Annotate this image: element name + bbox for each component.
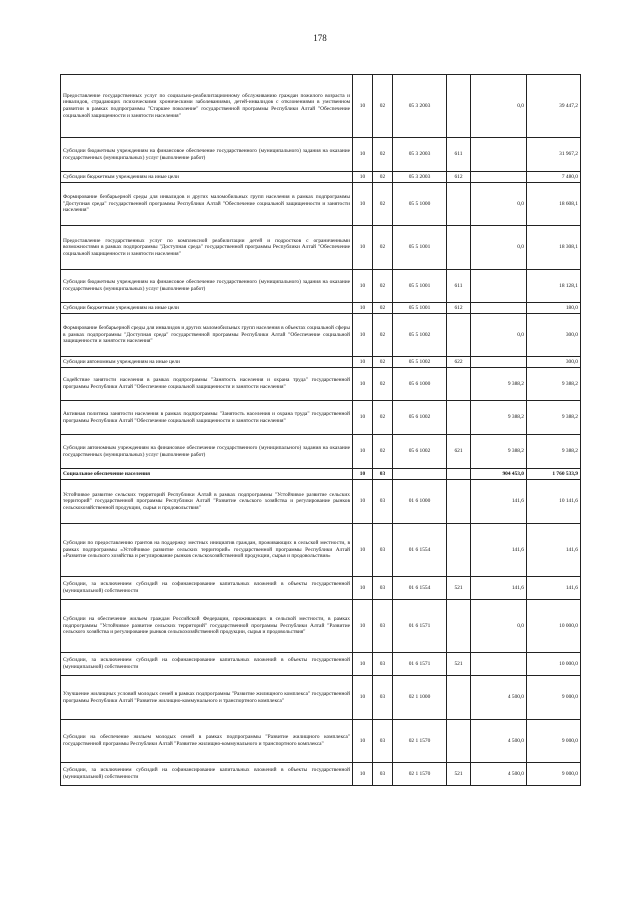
table-row xyxy=(61,226,581,270)
target-article-cell: 05 5 1001 xyxy=(393,303,447,314)
target-article-cell: 05 6 1002 xyxy=(393,401,447,435)
subsection-code-cell: 02 xyxy=(373,368,393,401)
target-article-cell xyxy=(393,469,447,480)
target-article-cell: 01 6 1571 xyxy=(393,600,447,653)
section-code-cell: 10 xyxy=(353,480,373,524)
amount-first-cell: 4 500,0 xyxy=(471,720,527,763)
description-cell: Субсидии, за исключением субсидий на софинансирование капитальных вложений в объекты государственной (муниципальной) собственности xyxy=(61,763,353,786)
section-code-cell: 10 xyxy=(353,183,373,226)
section-code-cell: 10 xyxy=(353,75,373,138)
amount-first-cell: 0,0 xyxy=(471,75,527,138)
amount-first-cell xyxy=(471,270,527,303)
subsection-code-cell: 02 xyxy=(373,270,393,303)
expense-type-cell xyxy=(447,314,471,357)
expense-type-cell: 611 xyxy=(447,270,471,303)
expense-type-cell: 521 xyxy=(447,653,471,676)
amount-first-cell: 4 500,0 xyxy=(471,676,527,720)
amount-first-cell xyxy=(471,172,527,183)
amount-second-cell: 300,0 xyxy=(527,357,581,368)
expense-type-cell xyxy=(447,183,471,226)
section-code-cell: 10 xyxy=(353,469,373,480)
expense-type-cell xyxy=(447,226,471,270)
amount-first-cell: 4 500,0 xyxy=(471,763,527,786)
amount-first-cell: 904 453,0 xyxy=(471,469,527,480)
amount-second-cell: 10 000,0 xyxy=(527,600,581,653)
description-cell: Субсидии бюджетным учреждениям на иные цели xyxy=(61,303,353,314)
section-code-cell: 10 xyxy=(353,653,373,676)
amount-first-cell: 9 388,2 xyxy=(471,435,527,469)
amount-first-cell: 0,0 xyxy=(471,183,527,226)
target-article-cell: 02 1 1570 xyxy=(393,763,447,786)
expense-type-cell: 521 xyxy=(447,763,471,786)
target-article-cell: 05 5 1000 xyxy=(393,183,447,226)
amount-second-cell: 9 000,0 xyxy=(527,676,581,720)
description-cell: Субсидии бюджетным учреждениям на иные цели xyxy=(61,172,353,183)
table-row xyxy=(61,763,581,786)
amount-second-cell: 1 760 533,9 xyxy=(527,469,581,480)
table-row xyxy=(61,480,581,524)
table-row xyxy=(61,303,581,314)
description-cell: Субсидии на обеспечение жильем граждан Российской Федерации, проживающих в сельской местности, в рамках подпрограммы "Устойчивое развитие сельских территорий" государственной программы Республики Алтай "Развитие сельского хозяйства и регулирование рынков сельскохозяйственной продукции, сырья и продовольствия" xyxy=(61,600,353,653)
description-cell: Социальное обеспечение населения xyxy=(61,469,353,480)
amount-first-cell: 141,6 xyxy=(471,480,527,524)
description-cell: Субсидии автономным учреждениям на финансовое обеспечение государственного (муниципального) задания на оказание государственных (муниципальных) услуг (выполнение работ) xyxy=(61,435,353,469)
amount-first-cell xyxy=(471,138,527,172)
description-cell: Предоставление государственных услуг по социально-реабилитационному обслуживанию граждан пожилого возраста и инвалидов, страдающих психическими хроническими заболеваниями, детей-инвалидов с отклонениями в умственном развитии в рамках подпрограммы "Старшее поколение" государственной программы Республики Алтай "Обеспечение социальной защищенности и занятости населения" xyxy=(61,75,353,138)
amount-second-cell: 141,6 xyxy=(527,524,581,577)
subsection-code-cell: 02 xyxy=(373,401,393,435)
subsection-code-cell: 03 xyxy=(373,600,393,653)
amount-first-cell xyxy=(471,303,527,314)
section-code-cell: 10 xyxy=(353,763,373,786)
table-row xyxy=(61,676,581,720)
subsection-code-cell: 03 xyxy=(373,469,393,480)
subsection-code-cell: 02 xyxy=(373,183,393,226)
amount-second-cell: 18 308,1 xyxy=(527,226,581,270)
target-article-cell: 02 1 1000 xyxy=(393,676,447,720)
target-article-cell: 05 5 1002 xyxy=(393,314,447,357)
subsection-code-cell: 02 xyxy=(373,357,393,368)
description-cell: Субсидии автономным учреждениям на иные цели xyxy=(61,357,353,368)
expense-type-cell xyxy=(447,524,471,577)
target-article-cell: 05 5 1001 xyxy=(393,226,447,270)
table-row xyxy=(61,600,581,653)
amount-first-cell xyxy=(471,653,527,676)
subsection-code-cell: 02 xyxy=(373,172,393,183)
description-cell: Субсидии на обеспечение жильем молодых семей в рамках подпрограммы "Развитие жилищного комплекса" государственной программы Республики Алтай "Развитие жилищно-коммунального и транспортного комплекса" xyxy=(61,720,353,763)
amount-second-cell: 9 000,0 xyxy=(527,763,581,786)
target-article-cell: 01 6 1554 xyxy=(393,577,447,600)
amount-second-cell: 10 000,0 xyxy=(527,653,581,676)
table-row xyxy=(61,720,581,763)
amount-second-cell: 9 388,2 xyxy=(527,435,581,469)
amount-second-cell: 9 388,2 xyxy=(527,368,581,401)
amount-second-cell: 10 141,6 xyxy=(527,480,581,524)
amount-second-cell: 31 967,2 xyxy=(527,138,581,172)
amount-first-cell: 9 388,2 xyxy=(471,401,527,435)
description-cell: Улучшение жилищных условий молодых семей в рамках подпрограммы "Развитие жилищного комплекса" государственной программы Республики Алтай "Развитие жилищно-коммунального и транспортного комплекса" xyxy=(61,676,353,720)
expense-type-cell xyxy=(447,600,471,653)
table-row xyxy=(61,183,581,226)
amount-first-cell xyxy=(471,357,527,368)
description-cell: Формирование безбарьерной среды для инвалидов и других маломобильных групп населения в объектах социальной сферы в рамках подпрограммы "Доступная среда" государственной программы Республики Алтай "Обеспечение социальной защищенности и занятости населения" xyxy=(61,314,353,357)
expense-type-cell: 521 xyxy=(447,577,471,600)
expense-type-cell xyxy=(447,676,471,720)
section-code-cell: 10 xyxy=(353,435,373,469)
table-row xyxy=(61,435,581,469)
amount-second-cell: 7 480,0 xyxy=(527,172,581,183)
section-code-cell: 10 xyxy=(353,303,373,314)
subsection-code-cell: 03 xyxy=(373,676,393,720)
expense-type-cell xyxy=(447,469,471,480)
amount-second-cell: 180,0 xyxy=(527,303,581,314)
description-cell: Субсидии, за исключением субсидий на софинансирование капитальных вложений в объекты государственной (муниципальной) собственности xyxy=(61,577,353,600)
table-row xyxy=(61,524,581,577)
target-article-cell: 01 6 1571 xyxy=(393,653,447,676)
amount-second-cell: 300,0 xyxy=(527,314,581,357)
table-row xyxy=(61,172,581,183)
expense-type-cell: 622 xyxy=(447,357,471,368)
subsection-code-cell: 03 xyxy=(373,524,393,577)
table-row xyxy=(61,357,581,368)
amount-second-cell: 39 447,2 xyxy=(527,75,581,138)
expense-type-cell: 611 xyxy=(447,138,471,172)
table-row xyxy=(61,75,581,138)
table-row xyxy=(61,368,581,401)
section-code-cell: 10 xyxy=(353,226,373,270)
description-cell: Субсидии бюджетным учреждениям на финансовое обеспечение государственного (муниципального) задания на оказание государственных (муниципальных) услуг (выполнение работ) xyxy=(61,138,353,172)
target-article-cell: 05 3 2003 xyxy=(393,75,447,138)
description-cell: Активная политика занятости населения в рамках подпрограммы "Занятость населения и охрана труда" государственной программы Республики Алтай "Обеспечение социальной защищенности и занятости населения" xyxy=(61,401,353,435)
description-cell: Формирование безбарьерной среды для инвалидов и других маломобильных групп населения в рамках подпрограммы "Доступная среда" государственной программы Республики Алтай "Обеспечение социальной защищенности и занятости населения" xyxy=(61,183,353,226)
table-row xyxy=(61,469,581,480)
expense-type-cell: 612 xyxy=(447,172,471,183)
amount-second-cell: 9 388,2 xyxy=(527,401,581,435)
amount-first-cell: 0,0 xyxy=(471,314,527,357)
target-article-cell: 01 6 1000 xyxy=(393,480,447,524)
section-code-cell: 10 xyxy=(353,577,373,600)
table-row xyxy=(61,314,581,357)
subsection-code-cell: 02 xyxy=(373,226,393,270)
target-article-cell: 05 3 2003 xyxy=(393,138,447,172)
subsection-code-cell: 02 xyxy=(373,75,393,138)
subsection-code-cell: 03 xyxy=(373,763,393,786)
description-cell: Предоставление государственных услуг по комплексной реабилитации детей и подростков с ограниченными возможностями в рамках подпрограммы "Доступная среда" государственной программы Республики Алтай "Обеспечение социальной защищенности и занятости населения" xyxy=(61,226,353,270)
subsection-code-cell: 03 xyxy=(373,720,393,763)
budget-table xyxy=(60,74,581,786)
section-code-cell: 10 xyxy=(353,401,373,435)
section-code-cell: 10 xyxy=(353,270,373,303)
subsection-code-cell: 03 xyxy=(373,653,393,676)
section-code-cell: 10 xyxy=(353,172,373,183)
amount-first-cell: 0,0 xyxy=(471,226,527,270)
expense-type-cell: 612 xyxy=(447,303,471,314)
section-code-cell: 10 xyxy=(353,720,373,763)
description-cell: Субсидии бюджетным учреждениям на финансовое обеспечение государственного (муниципального) задания на оказание государственных (муниципальных) услуг (выполнение работ) xyxy=(61,270,353,303)
amount-first-cell: 141,6 xyxy=(471,524,527,577)
subsection-code-cell: 02 xyxy=(373,303,393,314)
target-article-cell: 01 6 1554 xyxy=(393,524,447,577)
amount-second-cell: 18 128,1 xyxy=(527,270,581,303)
description-cell: Субсидии по предоставлению грантов на поддержку местных инициатив граждан, проживающих в сельской местности, в рамках подпрограммы «Устойчивое развитие сельских территорий» государственной программы Республики Алтай «Развитие сельского хозяйства и регулирование рынков сельскохозяйственной продукции, сырья и продовольствия» xyxy=(61,524,353,577)
section-code-cell: 10 xyxy=(353,600,373,653)
page-number: 178 xyxy=(313,33,327,43)
table-row xyxy=(61,270,581,303)
section-code-cell: 10 xyxy=(353,357,373,368)
table-row xyxy=(61,138,581,172)
target-article-cell: 05 5 1001 xyxy=(393,270,447,303)
section-code-cell: 10 xyxy=(353,314,373,357)
expense-type-cell xyxy=(447,75,471,138)
expense-type-cell xyxy=(447,480,471,524)
expense-type-cell xyxy=(447,401,471,435)
expense-type-cell: 621 xyxy=(447,435,471,469)
target-article-cell: 02 1 1570 xyxy=(393,720,447,763)
amount-second-cell: 9 000,0 xyxy=(527,720,581,763)
amount-first-cell: 141,6 xyxy=(471,577,527,600)
amount-first-cell: 0,0 xyxy=(471,600,527,653)
expense-type-cell xyxy=(447,368,471,401)
description-cell: Устойчивое развитие сельских территорий Республики Алтай в рамках подпрограммы "Устойчивое развитие сельских территорий" государственной программы Республики Алтай "Развитие сельского хозяйства и регулирование рынков сельскохозяйственной продукции, сырья и продовольствия" xyxy=(61,480,353,524)
description-cell: Содействие занятости населения в рамках подпрограммы "Занятость населения и охрана труда" государственной программы Республики Алтай "Обеспечение социальной защищенности и занятости населения" xyxy=(61,368,353,401)
table-body xyxy=(61,75,581,786)
target-article-cell: 05 6 1002 xyxy=(393,435,447,469)
subsection-code-cell: 02 xyxy=(373,314,393,357)
subsection-code-cell: 02 xyxy=(373,138,393,172)
target-article-cell: 05 5 1002 xyxy=(393,357,447,368)
expense-type-cell xyxy=(447,720,471,763)
section-code-cell: 10 xyxy=(353,676,373,720)
table-row xyxy=(61,577,581,600)
amount-second-cell: 18 608,1 xyxy=(527,183,581,226)
subsection-code-cell: 03 xyxy=(373,577,393,600)
section-code-cell: 10 xyxy=(353,368,373,401)
subsection-code-cell: 02 xyxy=(373,435,393,469)
target-article-cell: 05 3 2003 xyxy=(393,172,447,183)
table-row xyxy=(61,401,581,435)
amount-second-cell: 141,6 xyxy=(527,577,581,600)
description-cell: Субсидии, за исключением субсидий на софинансирование капитальных вложений в объекты государственной (муниципальной) собственности xyxy=(61,653,353,676)
target-article-cell: 05 6 1000 xyxy=(393,368,447,401)
subsection-code-cell: 03 xyxy=(373,480,393,524)
table-row xyxy=(61,653,581,676)
section-code-cell: 10 xyxy=(353,524,373,577)
section-code-cell: 10 xyxy=(353,138,373,172)
amount-first-cell: 9 388,2 xyxy=(471,368,527,401)
